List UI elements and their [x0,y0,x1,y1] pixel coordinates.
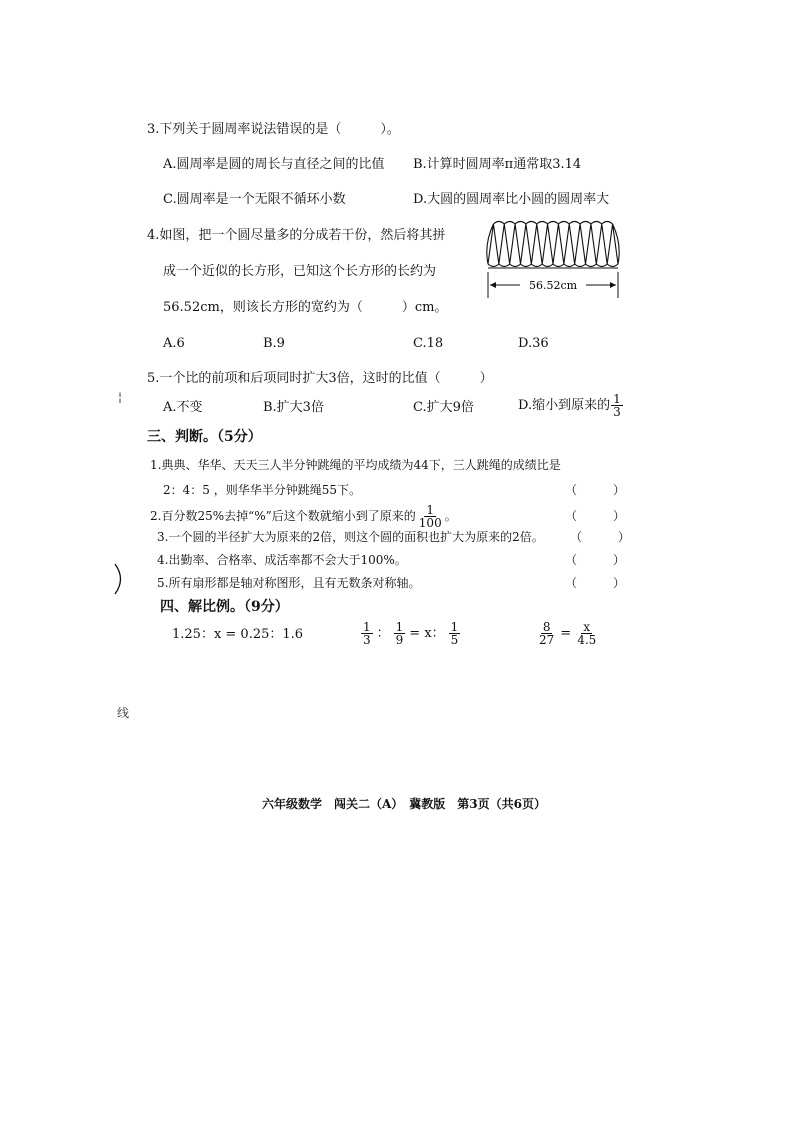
section-4-title: 四、解比例。（9分） [160,599,289,615]
judge-4-paren: （ ） [565,553,626,567]
judge-5: 5.所有扇形都是轴对称图形，且有无数条对称轴。 [157,576,421,590]
sector-outline [487,222,619,267]
proportion-equation-2 [360,620,461,646]
q3-stem: 3.下列关于圆周率说法错误的是（ ）。 [147,122,400,137]
judge-2-prefix: 2.百分数25%去掉“%”后这个数就缩小到了原来的 [150,509,416,523]
q4-option-d: D.36 [518,336,549,351]
rearranged-circle-figure [482,218,624,300]
fraction [537,621,556,646]
fraction-numerator: x [583,620,591,634]
margin-bracket [112,562,128,596]
fraction [394,621,406,646]
q5-option-c: C.扩大9倍 [413,400,474,415]
q5-option-d-prefix: D.缩小到原来的 [518,398,611,413]
q4-line-2: 成一个近似的长方形，已知这个长方形的长约为 [163,264,437,279]
fraction-numerator: 1 [450,620,459,634]
fraction-numerator: 1 [395,620,404,634]
colon: ： [376,625,390,641]
fraction [575,621,598,646]
judge-2-suffix: 。 [444,509,457,523]
fraction-numerator: 1 [363,620,371,634]
judge-3: 3.一个圆的半径扩大为原来的2倍，则这个圆的面积也扩大为原来的2倍。 [157,530,544,544]
judge-2-paren: （ ） [565,509,626,523]
judge-1-paren: （ ） [565,483,626,497]
q4-option-a: A.6 [163,336,185,351]
q5-option-a: A.不变 [163,400,203,415]
fraction-denominator: 4.5 [577,633,597,647]
q3-option-b: B.计算时圆周率π通常取3.14 [413,157,582,172]
judge-2 [150,501,457,531]
fraction-denominator: 3 [613,405,621,419]
proportion-equation-1: 1.25：x = 0.25：1.6 [172,627,304,642]
equals-x-colon: = x： [409,625,445,641]
judge-4: 4.出勤率、合格率、成活率都不会大于100%。 [157,553,407,567]
judge-1-line-2: 2：4：5 ，则华华半分钟跳绳55下。 [163,483,361,497]
margin-tick: ¦ [118,390,123,404]
fraction-denominator: 9 [395,633,404,647]
fraction-numerator: 1 [613,392,621,406]
fraction-numerator: 1 [426,503,435,517]
fraction-denominator: 100 [418,516,442,530]
fraction-one-hundredth [417,504,444,529]
judge-3-paren: （ ） [570,530,631,544]
q5-option-b: B.扩大3倍 [263,400,324,415]
fraction-denominator: 3 [363,633,371,647]
q5-option-d [518,392,624,420]
q5-stem: 5.一个比的前项和后项同时扩大3倍，这时的比值（ ） [147,371,493,386]
q4-line-1: 4.如图，把一个圆尽量多的分成若干份，然后将其拼 [147,228,446,243]
fraction [449,621,461,646]
fraction-denominator: 27 [539,633,555,647]
fraction-one-third [611,393,623,418]
section-3-title: 三、判断。（5分） [147,429,262,445]
judge-1-line-1: 1.典典、华华、天天三人半分钟跳绳的平均成绩为44下，三人跳绳的成绩比是 [150,458,561,472]
proportion-equation-3 [536,620,599,646]
q3-option-d: D.大圆的圆周率比小圆的圆周率大 [413,192,610,207]
q4-option-b: B.9 [263,336,285,351]
equals-sign: = [560,625,572,641]
q3-option-a: A.圆周率是圆的周长与直径之间的比值 [163,157,385,172]
fraction-numerator: 8 [542,620,551,634]
judge-5-paren: （ ） [565,576,626,590]
page-footer: 六年级数学 闯关二（A） 冀教版 第3页（共6页） [262,797,547,811]
q3-option-c: C.圆周率是一个无限不循环小数 [163,192,346,207]
figure-length-label: 56.52cm [528,279,578,292]
fraction-denominator: 5 [450,633,459,647]
margin-binding-mark: 线 [117,706,130,720]
q4-option-c: C.18 [413,336,444,351]
fraction [361,621,373,646]
q4-line-3: 56.52cm，则该长方形的宽约为（ ）cm。 [163,300,448,315]
